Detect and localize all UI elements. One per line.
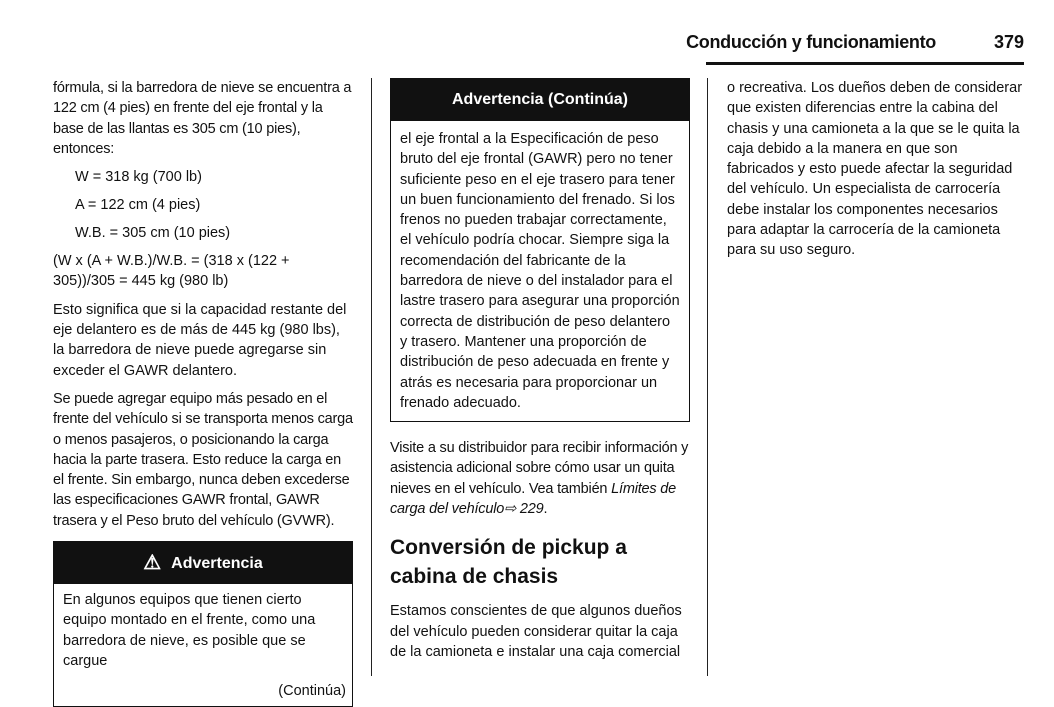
warning-title-continued: Advertencia (Continúa) bbox=[451, 91, 628, 108]
header-rule bbox=[706, 62, 1024, 65]
section-heading: Conversión de pickup a cabina de chasis bbox=[390, 536, 627, 589]
xref-text: Límites de carga del vehículo bbox=[390, 480, 677, 518]
column-divider-2 bbox=[707, 78, 708, 676]
formula-calculation: (W x (A + W.B.)/W.B. = (318 x (122 + 305))/305 = 445 kg (980 lb) bbox=[53, 253, 290, 290]
paragraph-heavy-equipment: Se puede agregar equipo más pesado en el frente del vehículo si se transporta menos carga o menos pasajeros, o posicionando la carga hacia la parte trasera. Esto reduce la carga en el frente. Sin embargo, nunca deben excederse las especificaciones GAWR frontal, GAWR trasera y el Peso bruto del vehículo (GVWR). bbox=[53, 390, 353, 529]
xref-page: 229 bbox=[519, 501, 544, 518]
warning-body-continued: el eje frontal a la Especificación de peso bruto del eje frontal (GAWR) pero no tener suficiente peso en el eje trasero para tener un buen funcionamiento del frenado. Si los frenos no pueden trabajar correctamente, el vehículo podría chocar. Siempre siga la recomendación del fabricante de la barredora de nieve o del instalador para el lastre trasero para asegurar una proporción correcta de distribución de peso delantero y trasero. Mantener una proporción de distribución de peso adecuada en frente y atrás es necesaria para proporcionar un frenado adecuado. bbox=[400, 131, 680, 411]
formula-weight: W = 318 kg (700 lb) bbox=[75, 169, 202, 186]
page-number: 379 bbox=[993, 32, 1024, 52]
warning-box bbox=[53, 541, 353, 706]
column-right bbox=[727, 78, 1027, 269]
warning-body: En algunos equipos que tienen cierto equipo montado en el frente, como una barredora de nieve, es posible que se cargue bbox=[63, 592, 316, 669]
dealer-end: . bbox=[543, 501, 548, 518]
xref-arrow-icon: ⇨ bbox=[504, 501, 517, 518]
warning-title: Advertencia bbox=[171, 555, 263, 573]
column-left bbox=[53, 78, 353, 707]
warning-triangle-icon: ⚠ bbox=[143, 552, 162, 575]
column-middle bbox=[390, 78, 690, 670]
paragraph-capacity: Esto significa que si la capacidad restante del eje delantero es de más de 445 kg (980 lbs), la barredora de nieve puede agregarse sin exceder el GAWR delantero. bbox=[53, 301, 347, 379]
warning-continued: (Continúa) bbox=[278, 683, 346, 700]
column-divider-1 bbox=[371, 78, 372, 676]
paragraph-formula-intro: fórmula, si la barredora de nieve se encuentra a 122 cm (4 pies) en frente del eje frontal y la base de las llantas es 305 cm (10 pies), entonces: bbox=[53, 80, 352, 157]
warning-header-continued bbox=[391, 79, 689, 121]
paragraph-conversion: Estamos conscientes de que algunos dueños del vehículo pueden considerar quitar la caja de la camioneta e instalar una caja comercial bbox=[390, 603, 682, 660]
page-header-title: Conducción y funcionamiento bbox=[686, 32, 936, 52]
formula-wheelbase: W.B. = 305 cm (10 pies) bbox=[75, 225, 231, 242]
paragraph-dealer bbox=[390, 438, 690, 519]
warning-box-continued bbox=[390, 78, 690, 422]
dealer-text: Visite a su distribuidor para recibir información y asistencia adicional sobre cómo usar un quita nieves en el vehículo. Vea también bbox=[390, 440, 689, 497]
warning-header bbox=[54, 542, 352, 584]
formula-distance: A = 122 cm (4 pies) bbox=[75, 197, 201, 214]
paragraph-recreational: o recreativa. Los dueños deben de considerar que existen diferencias entre la cabina del chasis y una camioneta a la que se le quita la caja debido a la manera en que son fabricados y esto puede afectar la seguridad del vehículo. Un especialista de carrocería debe instalar los componentes necesarios para adaptar la carrocería de la camioneta para su uso seguro. bbox=[727, 80, 1023, 259]
